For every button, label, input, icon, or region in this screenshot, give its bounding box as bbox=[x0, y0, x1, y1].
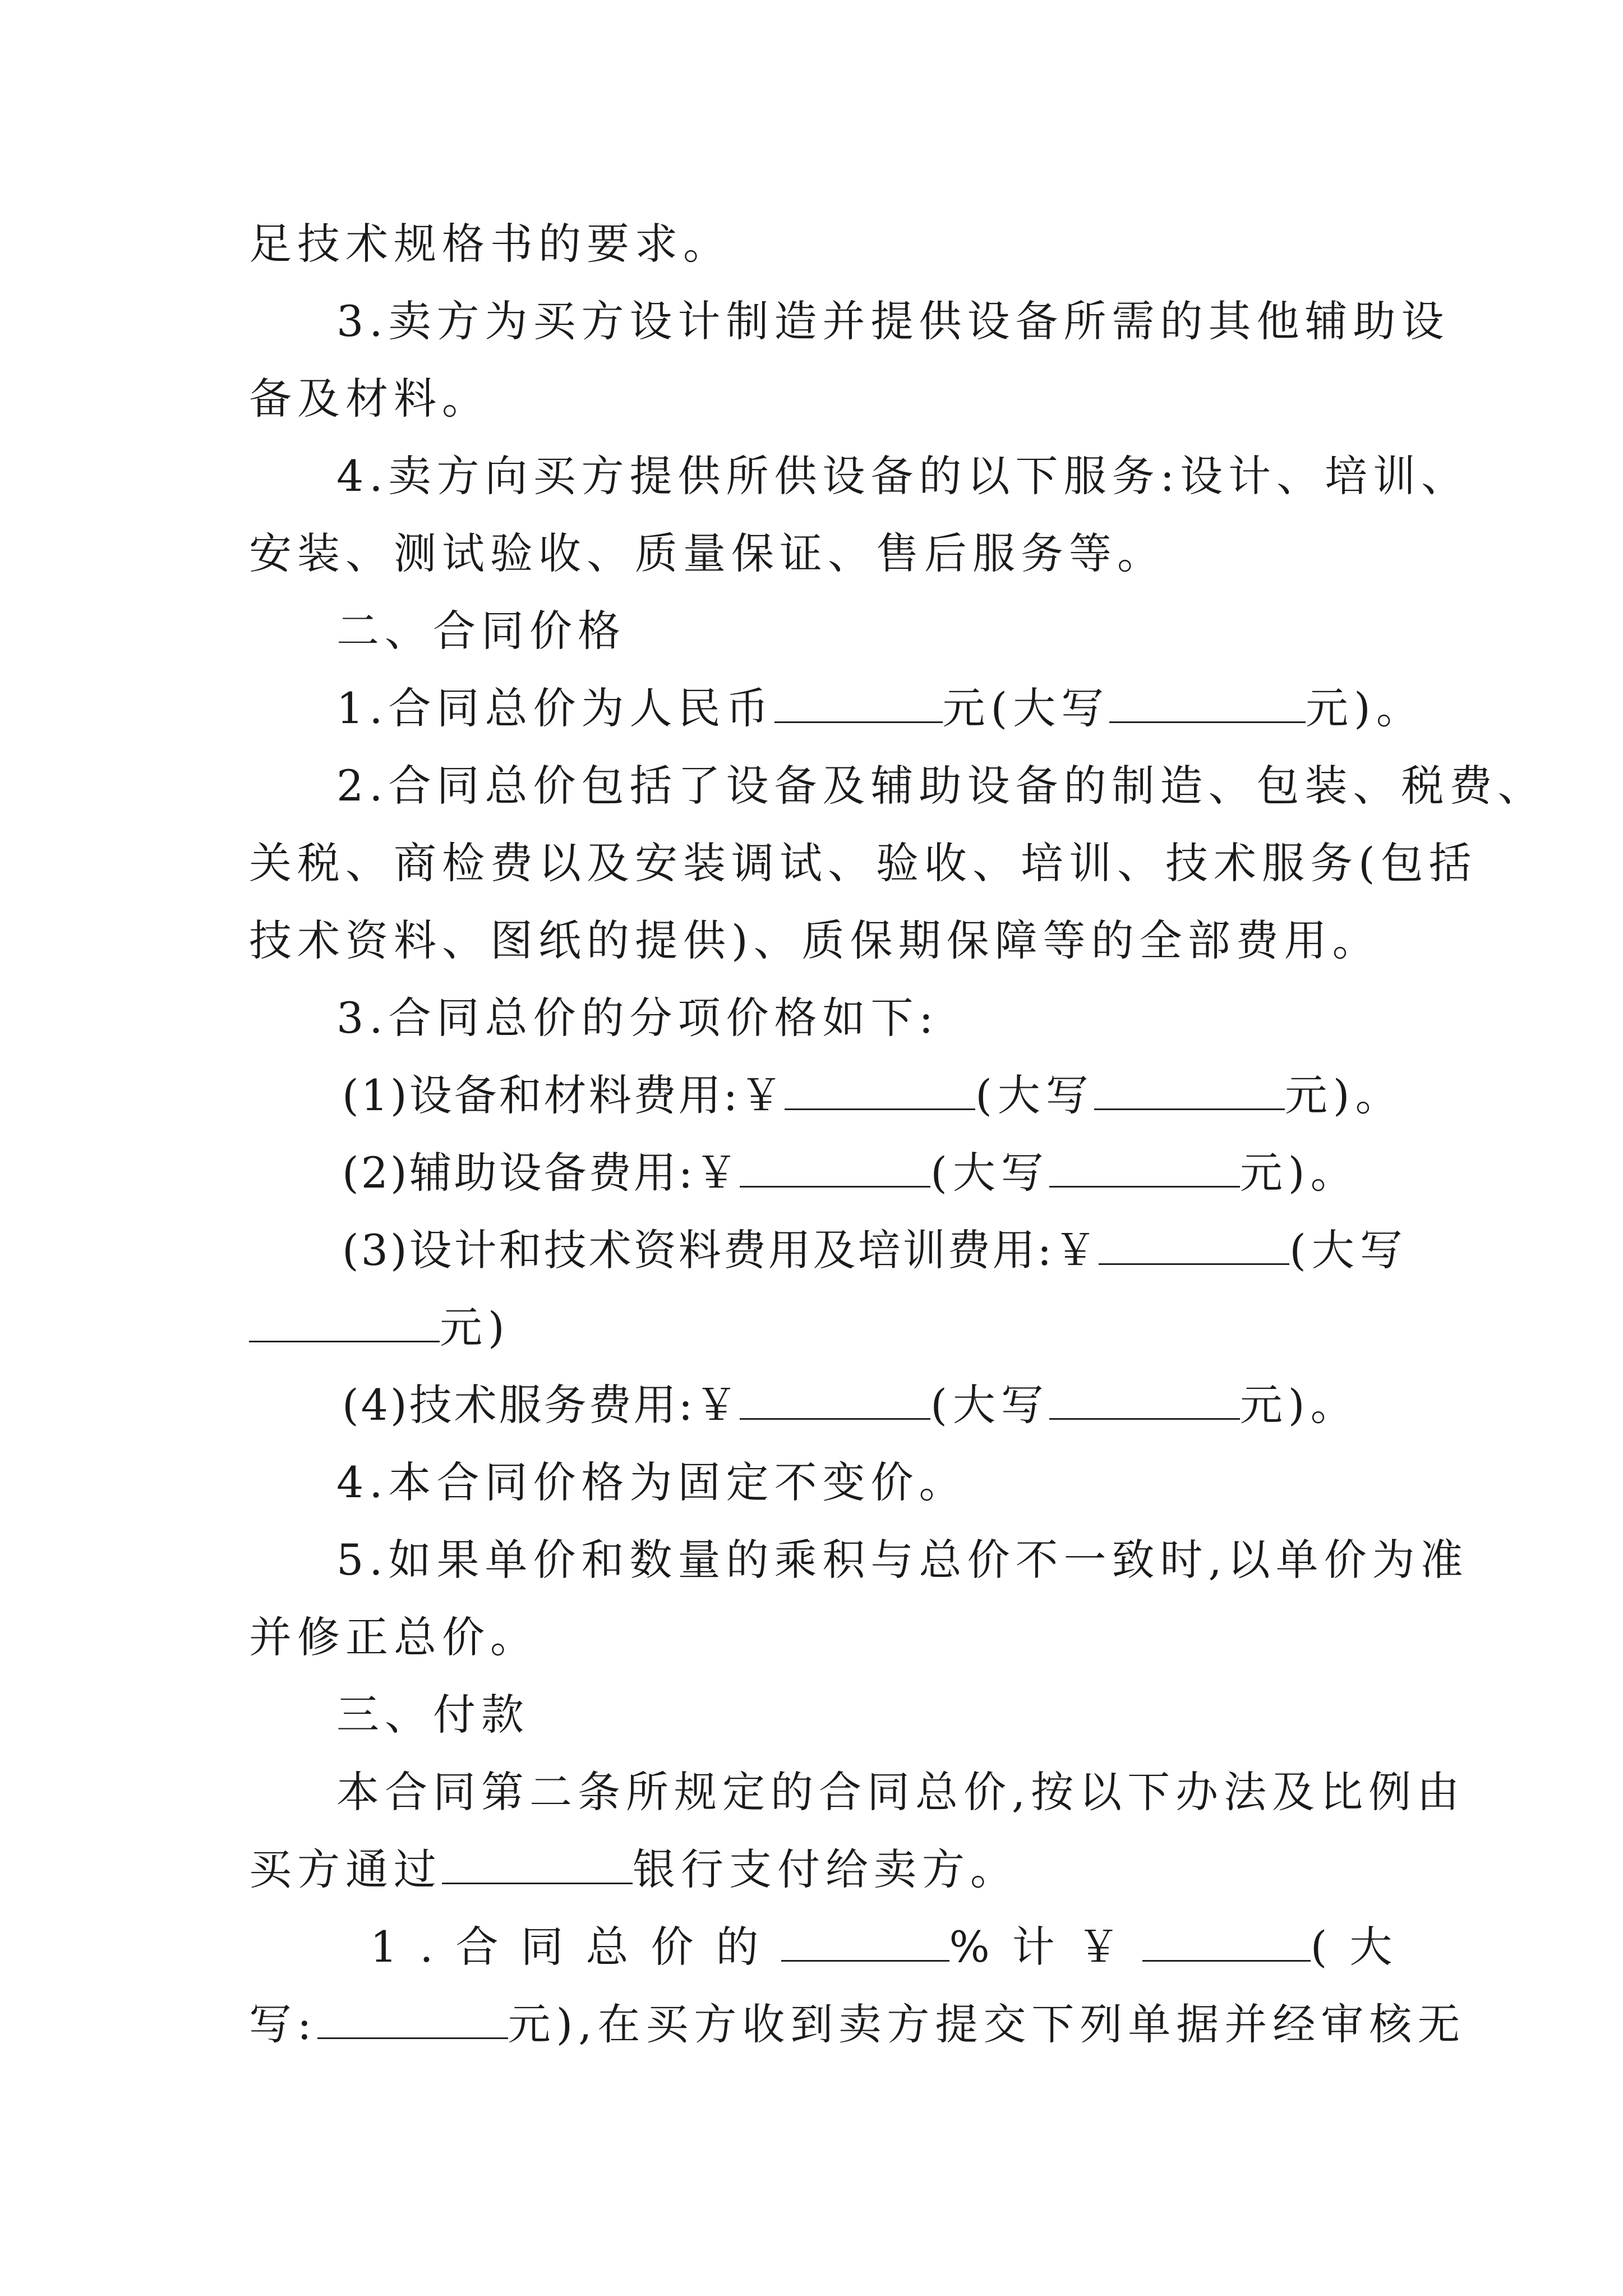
text-line-18 bbox=[336, 1524, 1469, 1596]
text: (4)技术服务费用:￥ bbox=[342, 1380, 740, 1430]
text-line-17 bbox=[336, 1446, 1393, 1519]
blank-field bbox=[1094, 1069, 1285, 1110]
blank-field bbox=[1049, 1147, 1240, 1188]
section-heading-payment bbox=[336, 1678, 1393, 1751]
blank-field bbox=[1049, 1379, 1240, 1420]
text: 2.合同总价包括了设备及辅助设备的制造、包装、税费、 bbox=[336, 761, 1546, 811]
text-line-item-4 bbox=[342, 1369, 1393, 1442]
text-line-item-3 bbox=[342, 1214, 1408, 1287]
text: 技术资料、图纸的提供)、质保期保障等的全部费用。 bbox=[249, 915, 1381, 965]
text: 3.合同总价的分项价格如下: bbox=[336, 993, 939, 1043]
text-line-total-price bbox=[336, 672, 1424, 745]
blank-field bbox=[781, 1921, 949, 1962]
text: 足技术规格书的要求。 bbox=[249, 219, 731, 269]
blank-field bbox=[1142, 1921, 1311, 1962]
text: 买方通过 bbox=[249, 1844, 442, 1894]
text-line-9 bbox=[249, 827, 1477, 900]
text: 元)。 bbox=[1239, 1380, 1359, 1430]
text: 4.卖方向买方提供所供设备的以下服务:设计、培训、 bbox=[336, 451, 1470, 501]
text: (2)辅助设备费用:￥ bbox=[342, 1148, 740, 1198]
blank-field bbox=[774, 682, 943, 723]
text: 元)。 bbox=[1239, 1148, 1359, 1198]
text: (大写 bbox=[1289, 1225, 1408, 1275]
text: 5.如果单价和数量的乘积与总价不一致时,以单价为准 bbox=[336, 1535, 1469, 1585]
text: 1.合同总价为人民币 bbox=[336, 683, 774, 733]
text: 本合同第二条所规定的合同总价,按以下办法及比例由 bbox=[336, 1767, 1465, 1817]
text-line-payment-1-cont bbox=[249, 1988, 1466, 2061]
blank-field bbox=[785, 1069, 975, 1110]
text: 银行支付给卖方。 bbox=[633, 1844, 1018, 1894]
blank-field bbox=[249, 1301, 440, 1342]
text-line-item-1 bbox=[342, 1059, 1404, 1132]
text: 写: bbox=[249, 1999, 317, 2049]
text-line-1 bbox=[249, 208, 1393, 280]
text: 元(大写 bbox=[942, 683, 1110, 733]
text: 4.本合同价格为固定不变价。 bbox=[336, 1457, 967, 1507]
text-line-item-3-cont bbox=[249, 1291, 1393, 1364]
text-line-item-2 bbox=[342, 1137, 1393, 1209]
heading-text: 三、付款 bbox=[336, 1690, 529, 1740]
text-line-8 bbox=[336, 749, 1546, 822]
text: 关税、商检费以及安装调试、验收、培训、技术服务(包括 bbox=[249, 838, 1477, 888]
text: 备及材料。 bbox=[249, 374, 490, 424]
text: 元)。 bbox=[1306, 683, 1424, 733]
text-line-3 bbox=[249, 362, 1393, 435]
text-line-payment-1 bbox=[370, 1911, 1415, 1984]
text: 3.卖方为买方设计制造并提供设备所需的其他辅助设 bbox=[336, 296, 1450, 346]
text: (大写 bbox=[975, 1070, 1094, 1120]
text: (1)设备和材料费用:￥ bbox=[342, 1070, 785, 1120]
text: (大 bbox=[1310, 1922, 1415, 1972]
blank-field bbox=[442, 1843, 633, 1884]
text: (大写 bbox=[930, 1148, 1049, 1198]
text: 并修正总价。 bbox=[249, 1612, 538, 1662]
text-line-bank bbox=[249, 1833, 1393, 1906]
section-heading-price bbox=[336, 595, 1393, 668]
text-line-4 bbox=[336, 440, 1470, 513]
text: 元) bbox=[440, 1303, 510, 1352]
text: 元)。 bbox=[1284, 1070, 1404, 1120]
heading-text: 二、合同价格 bbox=[336, 606, 626, 656]
blank-field bbox=[740, 1147, 930, 1188]
text: 元),在买方收到卖方提交下列单据并经审核无 bbox=[508, 1999, 1466, 2049]
text: 1.合同总价的 bbox=[370, 1922, 781, 1972]
blank-field bbox=[740, 1379, 930, 1420]
text: %计￥ bbox=[949, 1922, 1142, 1972]
text-line-2 bbox=[336, 285, 1450, 358]
text-line-5 bbox=[249, 517, 1393, 590]
text-line-21 bbox=[336, 1756, 1465, 1829]
text-line-11 bbox=[336, 982, 1393, 1055]
blank-field bbox=[317, 1998, 508, 2039]
blank-field bbox=[1109, 682, 1306, 723]
blank-field bbox=[1099, 1224, 1289, 1265]
text: 安装、测试验收、质量保证、售后服务等。 bbox=[249, 528, 1165, 578]
text-line-10 bbox=[249, 904, 1393, 977]
text-line-19 bbox=[249, 1601, 1393, 1674]
text: (3)设计和技术资料费用及培训费用:￥ bbox=[342, 1225, 1099, 1275]
text: (大写 bbox=[930, 1380, 1049, 1430]
